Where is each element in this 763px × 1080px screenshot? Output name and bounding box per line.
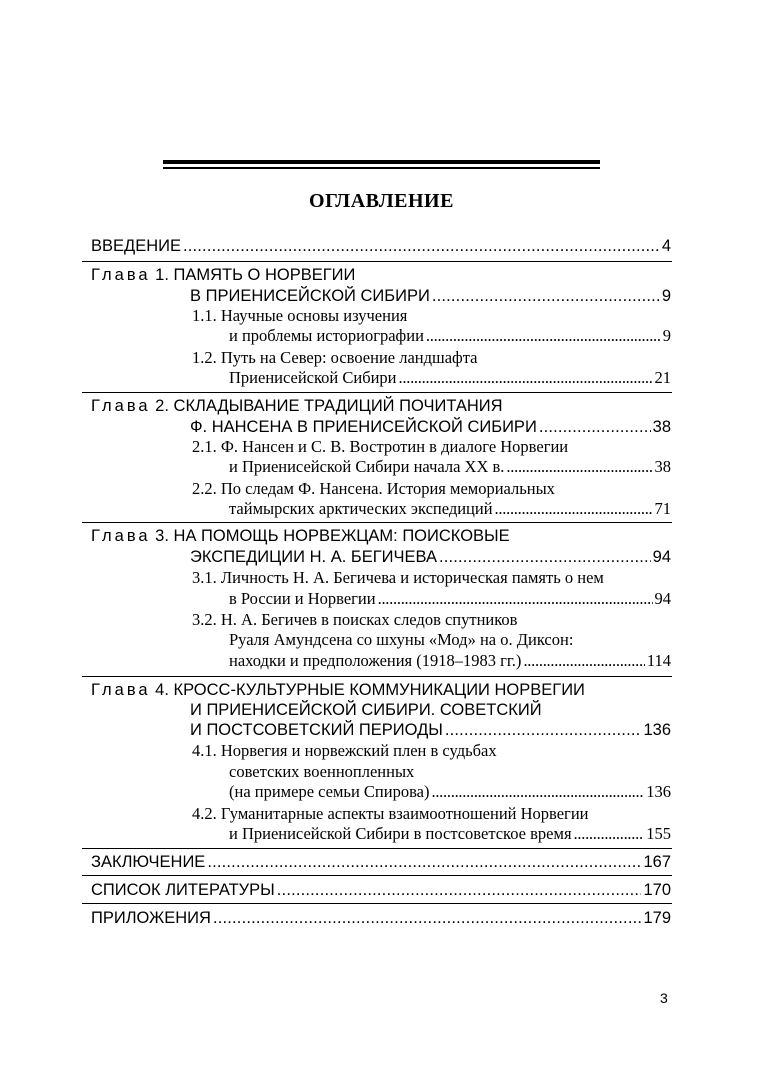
toc-page: 114 [646, 651, 671, 670]
chapter-prefix: Глава [91, 527, 151, 545]
dot-leader [183, 235, 660, 257]
toc-page: 9 [662, 326, 671, 345]
section-3-2-line1: 3.2. Н. А. Бегичев в поисках следов спутников [192, 610, 518, 629]
toc-page: 71 [654, 499, 671, 518]
toc-label: ВВЕДЕНИЕ [91, 237, 181, 255]
dot-leader [426, 325, 661, 347]
toc-entry-section-1-2[interactable] [229, 367, 671, 389]
dot-leader [445, 719, 642, 741]
toc-entry-appendix[interactable] [91, 907, 671, 929]
chapter-prefix: Глава [91, 681, 151, 699]
dot-leader [523, 650, 644, 672]
toc-page: 136 [646, 782, 671, 801]
chapter-number: 4. [155, 681, 169, 699]
section-3-1-line1: 3.1. Личность Н. А. Бегичева и историческая память о нем [192, 568, 604, 587]
section-3-2-line2: Руаля Амундсена со шхуны «Мод» на о. Диксон: [229, 630, 574, 649]
section-4-2-line1: 4.2. Гуманитарные аспекты взаимоотношений Норвегии [192, 804, 589, 823]
section-line3: (на примере семьи Спирова) [229, 782, 430, 801]
dot-leader [431, 781, 644, 803]
section-4-1-line1: 4.1. Норвегия и норвежский плен в судьбах [192, 741, 497, 760]
section-line2: таймырских арктических экспедиций [229, 499, 493, 518]
section-4-1-line2: советских военнопленных [229, 762, 415, 781]
toc-page: 155 [646, 824, 671, 843]
toc-label: ЗАКЛЮЧЕНИЕ [91, 853, 206, 871]
divider [82, 903, 672, 904]
toc-page: 167 [643, 853, 671, 871]
chapter-prefix: Глава [91, 266, 151, 284]
toc-entry-section-4-1[interactable] [229, 781, 671, 803]
section-1-2-line1: 1.2. Путь на Север: освоение ландшафта [192, 348, 478, 367]
chapter-number: 3. [155, 527, 169, 545]
section-line3: находки и предположения (1918–1983 гг.) [229, 651, 522, 670]
chapter-4-heading[interactable] [91, 679, 585, 701]
toc-page: 21 [654, 368, 671, 387]
dot-leader [495, 498, 653, 520]
section-2-2-line1: 2.2. По следам Ф. Нансена. История мемориальных [192, 479, 555, 498]
dot-leader [539, 416, 651, 438]
chapter-title-line3: И ПОСТСОВЕТСКИЙ ПЕРИОДЫ [190, 721, 443, 739]
divider [82, 875, 672, 876]
dot-leader [378, 588, 653, 610]
header-rule-thin [163, 167, 600, 169]
dot-leader [399, 367, 653, 389]
dot-leader [506, 456, 652, 478]
section-line2: и Приенисейской Сибири начала ХХ в. [229, 457, 505, 476]
toc-page: 38 [654, 457, 671, 476]
chapter-3-heading[interactable] [91, 525, 510, 547]
toc-label: СПИСОК ЛИТЕРАТУРЫ [91, 881, 275, 899]
toc-page: 94 [652, 548, 671, 566]
toc-label: ПРИЛОЖЕНИЯ [91, 909, 211, 927]
chapter-title-line2: ЭКСПЕДИЦИИ Н. А. БЕГИЧЕВА [190, 548, 437, 566]
toc-entry-chapter-1[interactable] [190, 285, 671, 307]
toc-page: 94 [654, 589, 671, 608]
toc-entry-section-3-1[interactable] [229, 588, 671, 610]
chapter-2-heading[interactable] [91, 395, 503, 417]
toc-page: 4 [661, 237, 671, 255]
chapter-title-line1: СКЛАДЫВАНИЕ ТРАДИЦИЙ ПОЧИТАНИЯ [173, 397, 503, 415]
chapter-number: 2. [155, 397, 169, 415]
chapter-1-heading[interactable] [91, 264, 355, 286]
section-2-1-line1: 2.1. Ф. Нансен и С. В. Востротин в диалоге Норвегии [192, 437, 569, 456]
dot-leader [277, 879, 642, 901]
section-line2: и Приенисейской Сибири в постсоветское время [229, 824, 572, 843]
toc-entry-introduction[interactable] [91, 235, 671, 257]
chapter-4-title-line2: И ПРИЕНИСЕЙСКОЙ СИБИРИ. СОВЕТСКИЙ [190, 701, 542, 719]
toc-entry-chapter-2[interactable] [190, 416, 671, 438]
section-line2: Приенисейской Сибири [229, 368, 397, 387]
toc-entry-section-2-2[interactable] [229, 498, 671, 520]
dot-leader [432, 285, 660, 307]
toc-page: 9 [661, 287, 671, 305]
chapter-prefix: Глава [91, 397, 151, 415]
header-rule-thick [163, 160, 600, 164]
divider [82, 522, 672, 523]
toc-entry-chapter-3[interactable] [190, 546, 671, 568]
page-number: 3 [660, 990, 668, 1006]
page-title: ОГЛАВЛЕНИЕ [309, 190, 454, 212]
dot-leader [439, 546, 651, 568]
dot-leader [213, 907, 642, 929]
toc-page: 136 [643, 721, 671, 739]
toc-entry-section-1-1[interactable] [229, 325, 671, 347]
toc-entry-section-4-2[interactable] [229, 823, 671, 845]
toc-entry-conclusion[interactable] [91, 851, 671, 873]
section-1-1-line1: 1.1. Научные основы изучения [192, 306, 408, 325]
divider [82, 261, 672, 262]
toc-entry-chapter-4[interactable] [190, 719, 671, 741]
divider [82, 392, 672, 393]
chapter-title-line2: В ПРИЕНИСЕЙСКОЙ СИБИРИ [190, 287, 430, 305]
section-line2: и проблемы историографии [229, 326, 424, 345]
toc-entry-bibliography[interactable] [91, 879, 671, 901]
toc-page: 170 [643, 881, 671, 899]
toc-entry-section-3-2[interactable] [229, 650, 671, 672]
divider [82, 676, 672, 677]
chapter-number: 1. [155, 266, 169, 284]
dot-leader [207, 851, 641, 873]
chapter-title-line1: ПАМЯТЬ О НОРВЕГИИ [173, 266, 356, 284]
divider [82, 848, 672, 849]
chapter-title-line2: Ф. НАНСЕНА В ПРИЕНИСЕЙСКОЙ СИБИРИ [190, 418, 537, 436]
toc-page: 38 [652, 418, 671, 436]
chapter-title-line1: КРОСС-КУЛЬТУРНЫЕ КОММУНИКАЦИИ НОРВЕГИИ [173, 681, 585, 699]
toc-page: 179 [643, 909, 671, 927]
dot-leader [574, 823, 645, 845]
chapter-title-line1: НА ПОМОЩЬ НОРВЕЖЦАМ: ПОИСКОВЫЕ [173, 527, 510, 545]
toc-entry-section-2-1[interactable] [229, 456, 671, 478]
section-line2: в России и Норвегии [229, 589, 376, 608]
